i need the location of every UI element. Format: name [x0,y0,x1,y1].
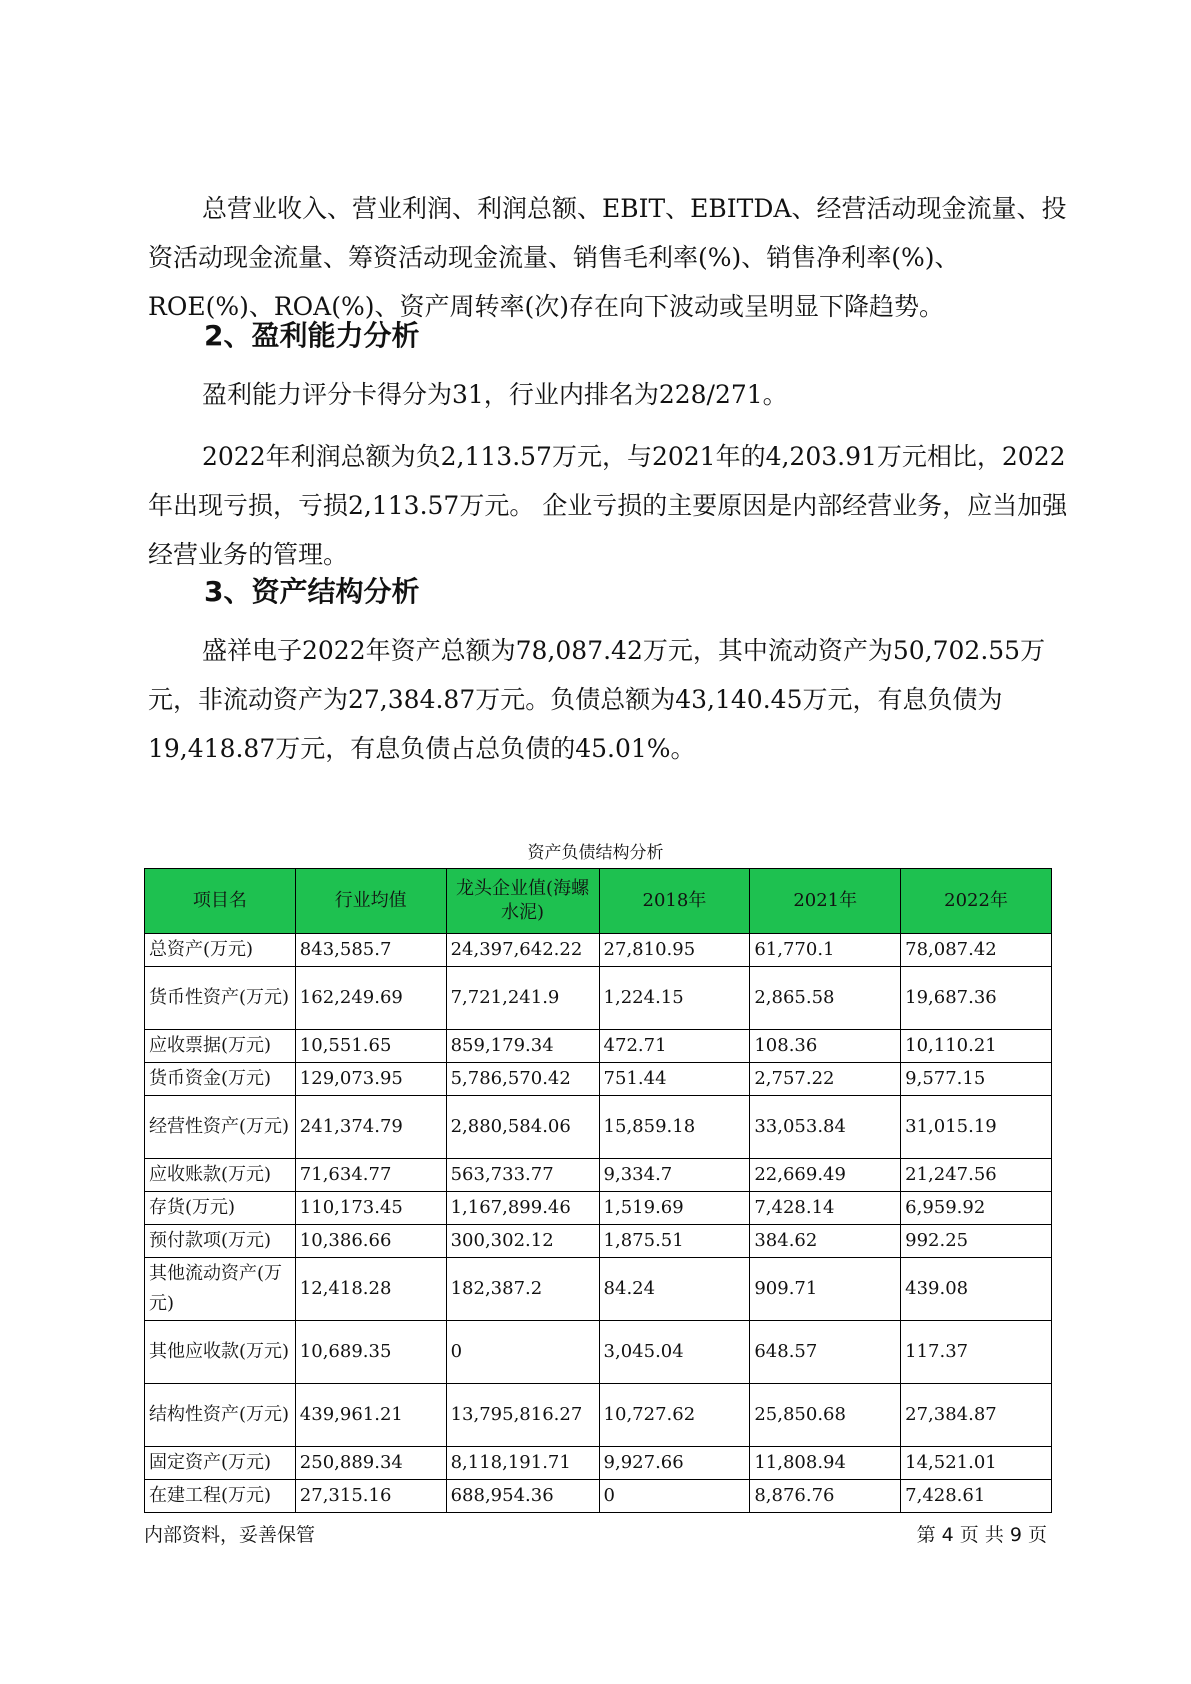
table-cell: 688,954.36 [446,1480,599,1513]
table-cell: 5,786,570.42 [446,1063,599,1096]
row-label: 其他应收款(万元) [145,1321,296,1384]
table-cell: 439.08 [901,1258,1052,1321]
table-header-row [145,869,1052,934]
table-cell: 843,585.7 [295,934,446,967]
table-cell: 22,669.49 [750,1159,901,1192]
table-cell: 25,850.68 [750,1384,901,1447]
table-cell: 648.57 [750,1321,901,1384]
table-cell: 250,889.34 [295,1447,446,1480]
table-cell: 84.24 [599,1258,750,1321]
table-row [145,1480,1052,1513]
table-cell: 2,865.58 [750,967,901,1030]
row-label: 总资产(万元) [145,934,296,967]
table-row [145,1447,1052,1480]
table-cell: 439,961.21 [295,1384,446,1447]
row-label: 结构性资产(万元) [145,1384,296,1447]
table-cell: 1,519.69 [599,1192,750,1225]
table-cell: 129,073.95 [295,1063,446,1096]
table-cell: 71,634.77 [295,1159,446,1192]
table-cell: 8,876.76 [750,1480,901,1513]
table-cell: 9,577.15 [901,1063,1052,1096]
table-cell: 12,418.28 [295,1258,446,1321]
table-cell: 14,521.01 [901,1447,1052,1480]
table-cell: 117.37 [901,1321,1052,1384]
table-cell: 13,795,816.27 [446,1384,599,1447]
column-header: 2018年 [599,869,750,934]
section-heading-asset-structure: 3、资产结构分析 [204,575,420,608]
table-cell: 751.44 [599,1063,750,1096]
table-cell: 992.25 [901,1225,1052,1258]
table-cell: 2,757.22 [750,1063,901,1096]
row-label: 应收票据(万元) [145,1030,296,1063]
paragraph-profit-score: 盈利能力评分卡得分为31，行业内排名为228/271。 [202,380,788,409]
column-header: 行业均值 [295,869,446,934]
table-cell: 31,015.19 [901,1096,1052,1159]
table-cell: 24,397,642.22 [446,934,599,967]
table-cell: 1,875.51 [599,1225,750,1258]
table-cell: 11,808.94 [750,1447,901,1480]
table-cell: 7,428.14 [750,1192,901,1225]
table-row [145,1384,1052,1447]
footer-page-number: 第 4 页 共 9 页 [916,1524,1047,1546]
table-cell: 10,551.65 [295,1030,446,1063]
table-row [145,1063,1052,1096]
table-row [145,1258,1052,1321]
table-cell: 300,302.12 [446,1225,599,1258]
table-cell: 2,880,584.06 [446,1096,599,1159]
column-header: 龙头企业值(海螺水泥) [446,869,599,934]
table-row [145,1159,1052,1192]
table-cell: 10,110.21 [901,1030,1052,1063]
row-label: 固定资产(万元) [145,1447,296,1480]
table-row [145,1030,1052,1063]
table-cell: 108.36 [750,1030,901,1063]
column-header: 2022年 [901,869,1052,934]
table-cell: 61,770.1 [750,934,901,967]
table-caption: 资产负债结构分析 [527,843,664,863]
table-cell: 909.71 [750,1258,901,1321]
table-cell: 9,334.7 [599,1159,750,1192]
table-cell: 10,689.35 [295,1321,446,1384]
table-cell: 563,733.77 [446,1159,599,1192]
table-cell: 0 [599,1480,750,1513]
table-cell: 78,087.42 [901,934,1052,967]
row-label: 经营性资产(万元) [145,1096,296,1159]
row-label: 货币性资产(万元) [145,967,296,1030]
table-row [145,1321,1052,1384]
table-cell: 241,374.79 [295,1096,446,1159]
row-label: 存货(万元) [145,1192,296,1225]
table-cell: 110,173.45 [295,1192,446,1225]
table-cell: 10,386.66 [295,1225,446,1258]
row-label: 在建工程(万元) [145,1480,296,1513]
table-row [145,967,1052,1030]
column-header: 2021年 [750,869,901,934]
table-cell: 10,727.62 [599,1384,750,1447]
table-cell: 15,859.18 [599,1096,750,1159]
footer-confidential: 内部资料，妥善保管 [144,1524,316,1546]
table-cell: 1,167,899.46 [446,1192,599,1225]
paragraph-trends: 总营业收入、营业利润、利润总额、EBIT、EBITDA、经营活动现金流量、投资活动现金流量、筹资活动现金流量、销售毛利率(%)、销售净利率(%)、ROE(%)、ROA(%)、资产周转率(次)存在向下波动或呈明显下降趋势。 [148,194,1067,321]
column-header: 项目名 [145,869,296,934]
table-cell: 21,247.56 [901,1159,1052,1192]
table-cell: 859,179.34 [446,1030,599,1063]
table-cell: 27,810.95 [599,934,750,967]
row-label: 应收账款(万元) [145,1159,296,1192]
table-row [145,1225,1052,1258]
table-cell: 182,387.2 [446,1258,599,1321]
row-label: 其他流动资产(万元) [145,1258,296,1321]
table-cell: 7,721,241.9 [446,967,599,1030]
row-label: 预付款项(万元) [145,1225,296,1258]
table-cell: 8,118,191.71 [446,1447,599,1480]
table-row [145,934,1052,967]
table-cell: 1,224.15 [599,967,750,1030]
table-cell: 7,428.61 [901,1480,1052,1513]
table-cell: 27,384.87 [901,1384,1052,1447]
row-label: 货币资金(万元) [145,1063,296,1096]
table-cell: 472.71 [599,1030,750,1063]
table-cell: 384.62 [750,1225,901,1258]
table-cell: 9,927.66 [599,1447,750,1480]
table-cell: 3,045.04 [599,1321,750,1384]
table-cell: 162,249.69 [295,967,446,1030]
asset-liability-table [144,868,1052,1513]
table-row [145,1192,1052,1225]
table-cell: 33,053.84 [750,1096,901,1159]
paragraph-profit-loss: 2022年利润总额为负2,113.57万元，与2021年的4,203.91万元相比，2022年出现亏损，亏损2,113.57万元。 企业亏损的主要原因是内部经营业务，应当加强经营业务的管理。 [148,442,1068,569]
table-row [145,1096,1052,1159]
paragraph-asset-summary: 盛祥电子2022年资产总额为78,087.42万元，其中流动资产为50,702.55万元，非流动资产为27,384.87万元。负债总额为43,140.45万元，有息负债为19,418.87万元，有息负债占总负债的45.01%。 [148,636,1046,763]
table-cell: 6,959.92 [901,1192,1052,1225]
table-cell: 19,687.36 [901,967,1052,1030]
table-cell: 27,315.16 [295,1480,446,1513]
section-heading-profitability: 2、盈利能力分析 [204,319,420,352]
table-cell: 0 [446,1321,599,1384]
